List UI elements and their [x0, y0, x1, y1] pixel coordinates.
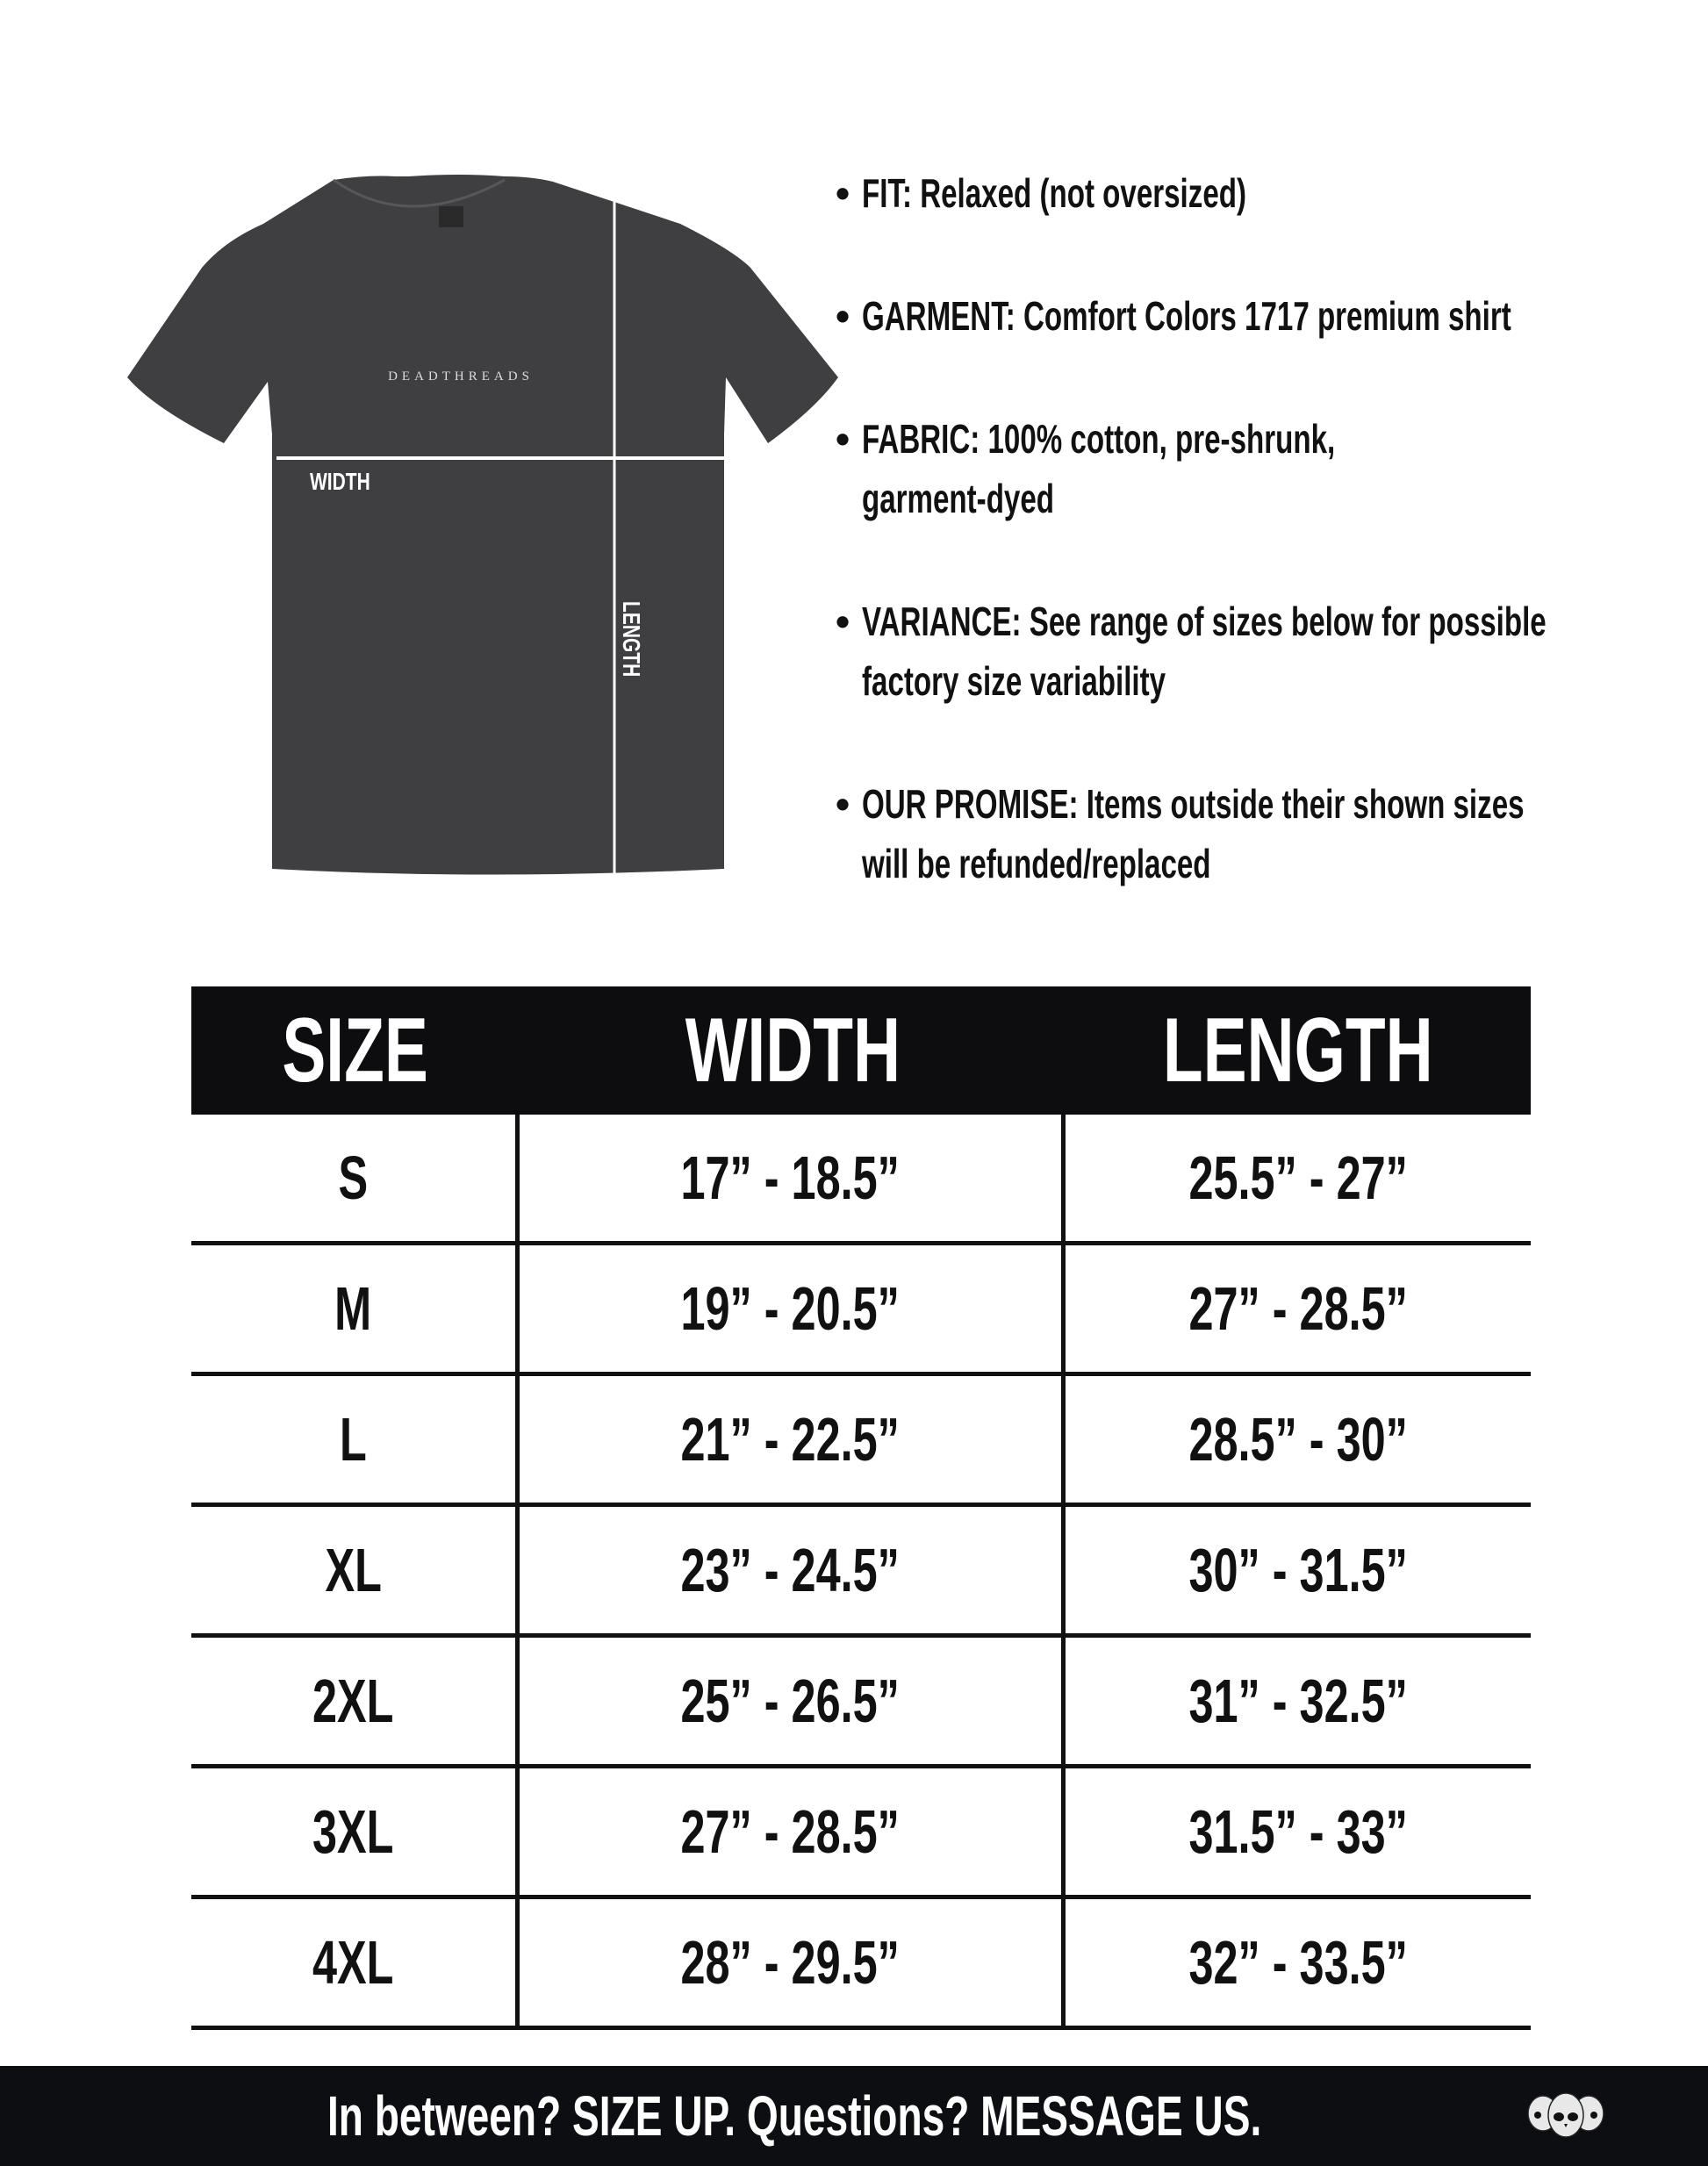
width-label: WIDTH — [310, 469, 370, 496]
brand-print: DEADTHREADS — [388, 369, 534, 384]
table-row — [191, 1768, 1531, 1899]
table-row — [191, 1638, 1531, 1768]
size-cell — [191, 1507, 520, 1633]
width-cell — [520, 1507, 1066, 1633]
cell-text: 25” - 26.5” — [680, 1667, 901, 1735]
size-cell — [191, 1245, 520, 1372]
table-row — [191, 1507, 1531, 1638]
length-cell — [1066, 1638, 1531, 1764]
cell-text: S — [338, 1144, 369, 1212]
cell-text: 2XL — [312, 1667, 394, 1735]
width-cell — [520, 1115, 1066, 1241]
cell-text: 27” - 28.5” — [1188, 1274, 1408, 1343]
width-cell — [520, 1376, 1066, 1503]
size-cell — [191, 1115, 520, 1241]
three-skulls-logo-icon — [1525, 2092, 1606, 2145]
length-cell — [1066, 1768, 1531, 1895]
cell-text: 21” - 22.5” — [680, 1405, 901, 1474]
cell-text: 25.5” - 27” — [1188, 1144, 1408, 1212]
cell-text: 19” - 20.5” — [680, 1274, 901, 1343]
neck-label-icon — [439, 206, 463, 227]
size-cell — [191, 1638, 520, 1764]
table-row — [191, 1245, 1531, 1376]
table-row — [191, 1376, 1531, 1507]
bullet-text: will be refunded/replaced — [862, 841, 1211, 886]
table-header — [191, 986, 1531, 1115]
cell-text: L — [340, 1405, 367, 1474]
size-cell — [191, 1376, 520, 1503]
cell-text: 3XL — [312, 1797, 394, 1866]
length-cell — [1066, 1376, 1531, 1503]
tshirt-measurement-diagram — [118, 171, 847, 882]
length-label: LENGTH — [617, 601, 644, 678]
bullet-text: garment-dyed — [862, 476, 1055, 521]
width-cell — [520, 1245, 1066, 1372]
bullet-text: FIT: Relaxed (not oversized) — [862, 170, 1247, 216]
width-cell — [520, 1899, 1066, 2026]
cell-text: 23” - 24.5” — [680, 1536, 901, 1604]
bullet-text: FABRIC: 100% cotton, pre-shrunk, — [862, 416, 1336, 462]
cell-text: XL — [325, 1536, 382, 1604]
cell-text: M — [334, 1274, 372, 1343]
cell-text: 32” - 33.5” — [1188, 1928, 1408, 1997]
length-cell — [1066, 1899, 1531, 2026]
size-cell — [191, 1899, 520, 2026]
size-cell — [191, 1768, 520, 1895]
bullet-text: factory size variability — [862, 658, 1166, 704]
footer-message: In between? SIZE UP. Questions? MESSAGE US. — [327, 2084, 1262, 2148]
table-row — [191, 1115, 1531, 1245]
cell-text: 30” - 31.5” — [1188, 1536, 1408, 1604]
header-size: SIZE — [282, 999, 429, 1101]
bullet-text: OUR PROMISE: Items outside their shown sizes — [862, 781, 1525, 827]
cell-text: 28.5” - 30” — [1188, 1405, 1408, 1474]
length-cell — [1066, 1507, 1531, 1633]
cell-text: 27” - 28.5” — [680, 1797, 901, 1866]
cell-text: 28” - 29.5” — [680, 1928, 901, 1997]
size-chart-table — [191, 986, 1531, 2030]
bullet-text: GARMENT: Comfort Colors 1717 premium shirt — [862, 293, 1511, 339]
table-row — [191, 1899, 1531, 2030]
bullet-text: VARIANCE: See range of sizes below for possible — [862, 599, 1547, 644]
cell-text: 31.5” - 33” — [1188, 1797, 1408, 1866]
cell-text: 17” - 18.5” — [680, 1144, 901, 1212]
width-cell — [520, 1638, 1066, 1764]
cell-text: 4XL — [312, 1928, 394, 1997]
length-cell — [1066, 1245, 1531, 1372]
tshirt-shape — [127, 175, 838, 875]
header-width: WIDTH — [685, 999, 901, 1101]
width-cell — [520, 1768, 1066, 1895]
cell-text: 31” - 32.5” — [1188, 1667, 1408, 1735]
length-cell — [1066, 1115, 1531, 1241]
footer-banner — [0, 2066, 1708, 2166]
header-length: LENGTH — [1163, 999, 1433, 1101]
